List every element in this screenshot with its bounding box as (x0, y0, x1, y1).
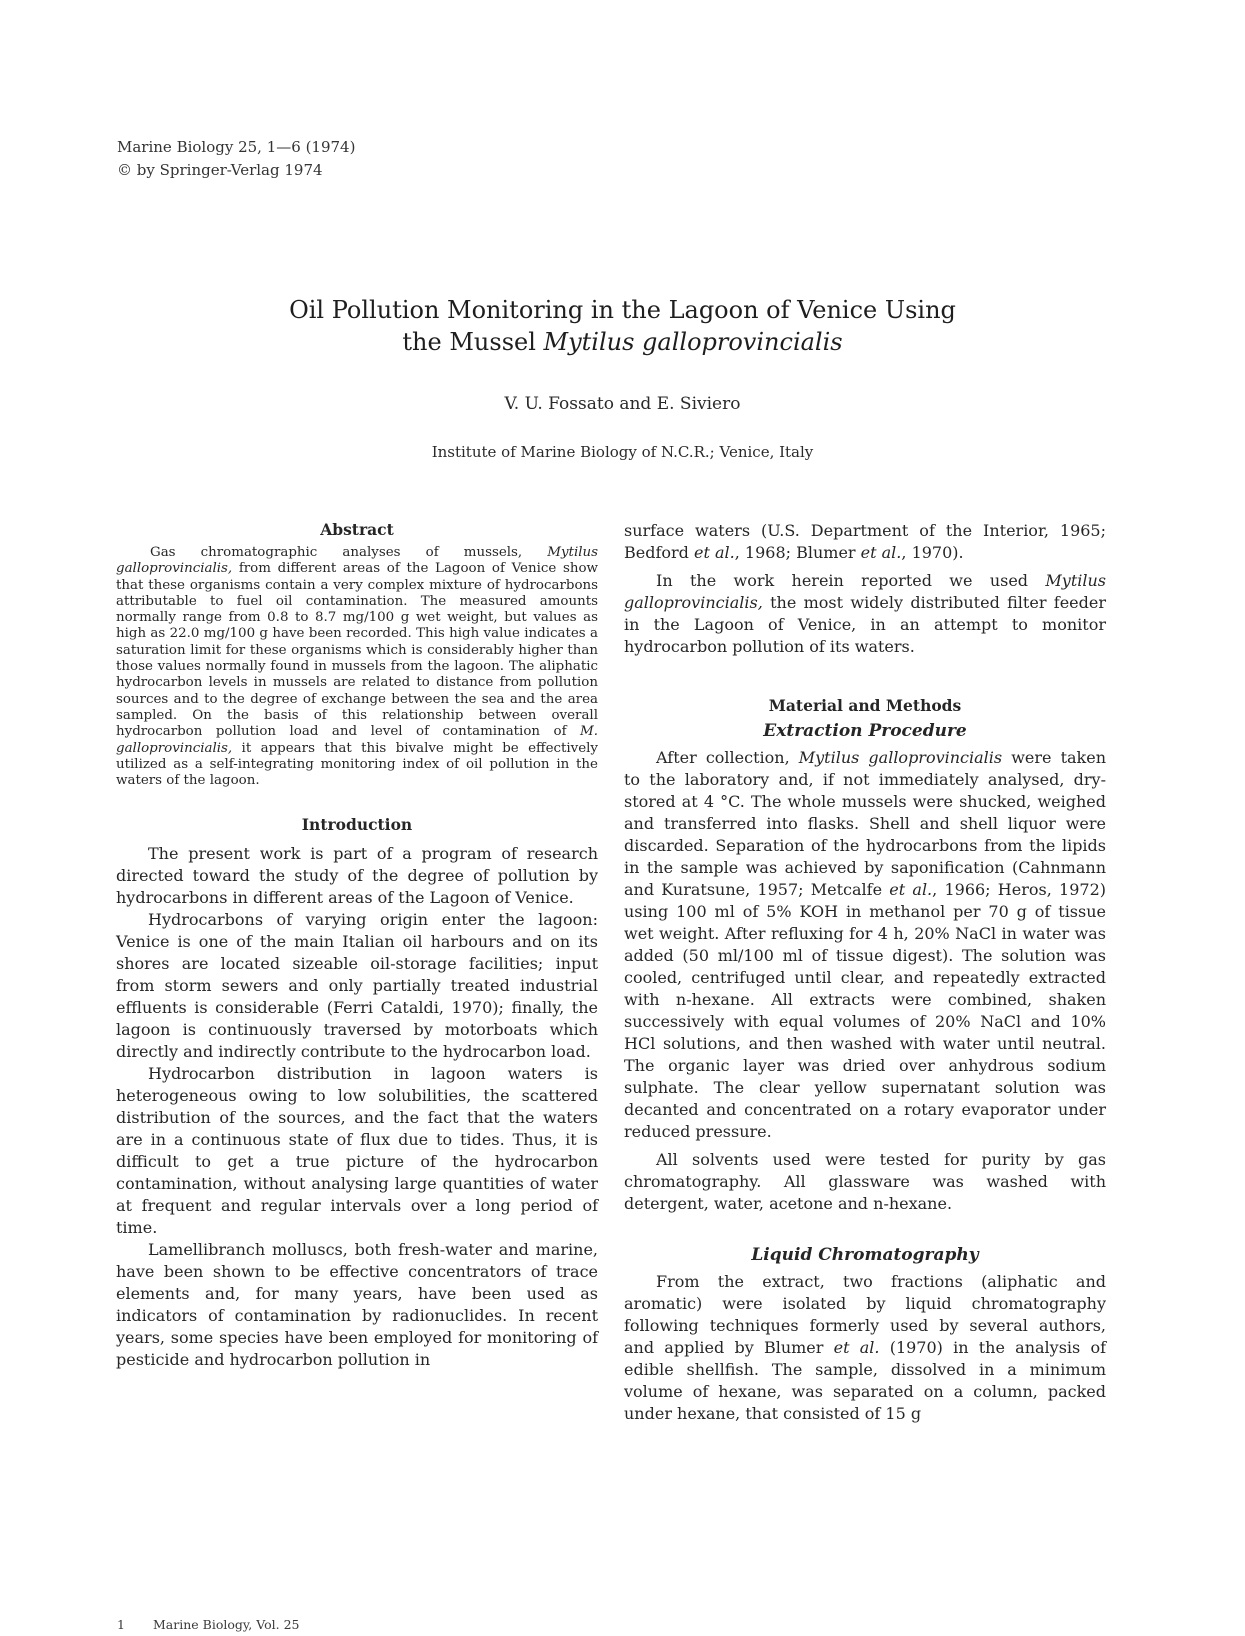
abstract-species: Mytilus galloprovincialis, (116, 545, 598, 577)
solvents-paragraph: All solvents used were tested for purity by gas chromatography. All glassware was washed with detergent, water, acetone and n-hexane. (624, 1150, 1106, 1213)
continued-text-a: surface waters (U.S. Department of the Interior, 1965; Bedford (624, 521, 1106, 562)
copyright-notice: © by Springer-Verlag 1974 (117, 161, 323, 179)
intro-paragraph-3: Hydrocarbon distribution in lagoon waters is heterogeneous owing to low solubilities, the scattered distribution of the sources, and the fact that the waters are in a continuous state of flux due to tides. Thus, it is difficult to get a true picture of the hydrocarbon contamination, without analysing large quantities of water at frequent and regular intervals over a long period of time. (116, 1064, 598, 1238)
title-line-1: Oil Pollution Monitoring in the Lagoon of Venice Using (289, 296, 956, 324)
affiliation: Institute of Marine Biology of N.C.R.; Venice, Italy (431, 443, 814, 461)
page-number: 1 (117, 1617, 125, 1632)
authors: V. U. Fossato and E. Siviero (504, 394, 741, 414)
title-line-2 (0, 326, 1245, 358)
aim-text-a: In the work herein reported we used (656, 571, 1046, 590)
abstract-text-body: from different areas of the Lagoon of Venice show that these organisms contain a very complex mixture of hydrocarbons attributable to fuel oil contamination. The measured amounts normally range from 0.8 to 8.7 mg/100 g wet weight, but values as high as 22.0 mg/100 g have been recorded. This high value indicates a saturation limit for these organisms which is considerably higher than those values normally found in mussels from the lagoon. The aliphatic hydrocarbon levels in mussels are related to distance from pollution sources and to the degree of exchange between the sea and the area sampled. On the basis of this relationship between overall hydrocarbon pollution load and level of contamination of (116, 561, 598, 740)
footer-journal: Marine Biology, Vol. 25 (153, 1617, 300, 1632)
introduction-body (116, 843, 598, 1371)
lc-paragraph (624, 1271, 1106, 1425)
extraction-text-a: After collection, (656, 748, 799, 767)
lc-et-al: et al. (833, 1338, 880, 1357)
extraction-heading: Extraction Procedure (763, 721, 967, 741)
aim-species: Mytilus galloprovincialis, (624, 571, 1106, 612)
aim-paragraph (624, 570, 1106, 658)
abstract-species-abbrev: M. galloprovincialis, (116, 724, 598, 756)
intro-paragraph-4: Lamellibranch molluscs, both fresh-water and marine, have been shown to be effective concentrators of trace elements and, for many years, have been used as indicators of contamination by radionuclides. In recent years, some species have been employed for monitoring of pesticide and hydrocarbon pollution in (116, 1240, 598, 1370)
et-al-2: et al. (860, 543, 902, 562)
continued-text-b: , 1968; Blumer (734, 543, 861, 562)
lc-text-b: (1970) in the analysis of edible shellfish. The sample, dissolved in a minimum volume of hexane, was separated on a column, packed under hexane, that consisted of 15 g (624, 1338, 1107, 1423)
extraction-species: Mytilus galloprovincialis (798, 748, 1003, 767)
article-title (0, 294, 1245, 358)
journal-header (117, 136, 355, 182)
lc-text-a: From the extract, two fractions (aliphatic and aromatic) were isolated by liquid chromatography following techniques formerly used by several authors, and applied by Blumer (624, 1272, 1106, 1357)
journal-citation: Marine Biology 25, 1—6 (1974) (117, 138, 356, 156)
extraction-et-al: et al. (889, 880, 933, 899)
abstract-heading: Abstract (320, 520, 394, 539)
right-column (624, 520, 1106, 1425)
aim-text-b: the most widely distributed filter feeder in the Lagoon of Venice, in an attempt to monitor hydrocarbon pollution of its waters. (624, 593, 1106, 656)
methods-heading: Material and Methods (768, 696, 962, 715)
lc-heading: Liquid Chromatography (751, 1245, 979, 1265)
introduction-heading: Introduction (301, 815, 413, 835)
continued-paragraph (624, 520, 1106, 564)
extraction-text-c: , 1966; Heros, 1972) using 100 ml of 5% KOH in methanol per 70 g of tissue wet weight. After refluxing for 4 h, 20% NaCl in water was added (50 ml/100 ml of tissue digest). The solution was cooled, centrifuged until clear, and repeatedly extracted with n-hexane. All extracts were combined, shaken successively with equal volumes of 20% NaCl and 10% HCl solutions, and then washed with water until neutral. The organic layer was dried over anhydrous sodium sulphate. The clear yellow supernatant solution was decanted and concentrated on a rotary evaporator under reduced pressure. (624, 880, 1106, 1141)
et-al-1: et al. (694, 543, 735, 562)
extraction-text-b: were taken to the laboratory and, if not immediately analysed, dry-stored at 4 °C. The whole mussels were shucked, weighed and transferred into flasks. Shell and shell liquor were discarded. Separation of the hydrocarbons from the lipids in the sample was achieved by saponification (Cahnmann and Kuratsune, 1957; Metcalfe (624, 748, 1107, 899)
abstract-paragraph (116, 545, 598, 789)
abstract-text-intro: Gas chromatographic analyses of mussels, (150, 545, 548, 560)
extraction-paragraph (624, 747, 1106, 1143)
abstract-text-end: it appears that this bivalve might be effectively utilized as a self-integrating monitoring index of oil pollution in the waters of the lagoon. (116, 740, 598, 789)
page-footer (117, 1617, 299, 1632)
left-column (116, 520, 598, 1371)
title-species: Mytilus galloprovincialis (543, 328, 843, 356)
intro-paragraph-1: The present work is part of a program of research directed toward the study of the degree of pollution by hydrocarbons in different areas of the Lagoon of Venice. (116, 844, 598, 908)
continued-text-c: , 1970). (901, 543, 964, 562)
title-line-2-prefix: the Mussel (402, 328, 544, 356)
intro-paragraph-2: Hydrocarbons of varying origin enter the lagoon: Venice is one of the main Italian oil harbours and on its shores are located sizeable oil-storage facilities; input from storm sewers and only partially treated industrial effluents is considerable (Ferri Cataldi, 1970); finally, the lagoon is continuously traversed by motorboats which directly and indirectly contribute to the hydrocarbon load. (116, 910, 598, 1062)
